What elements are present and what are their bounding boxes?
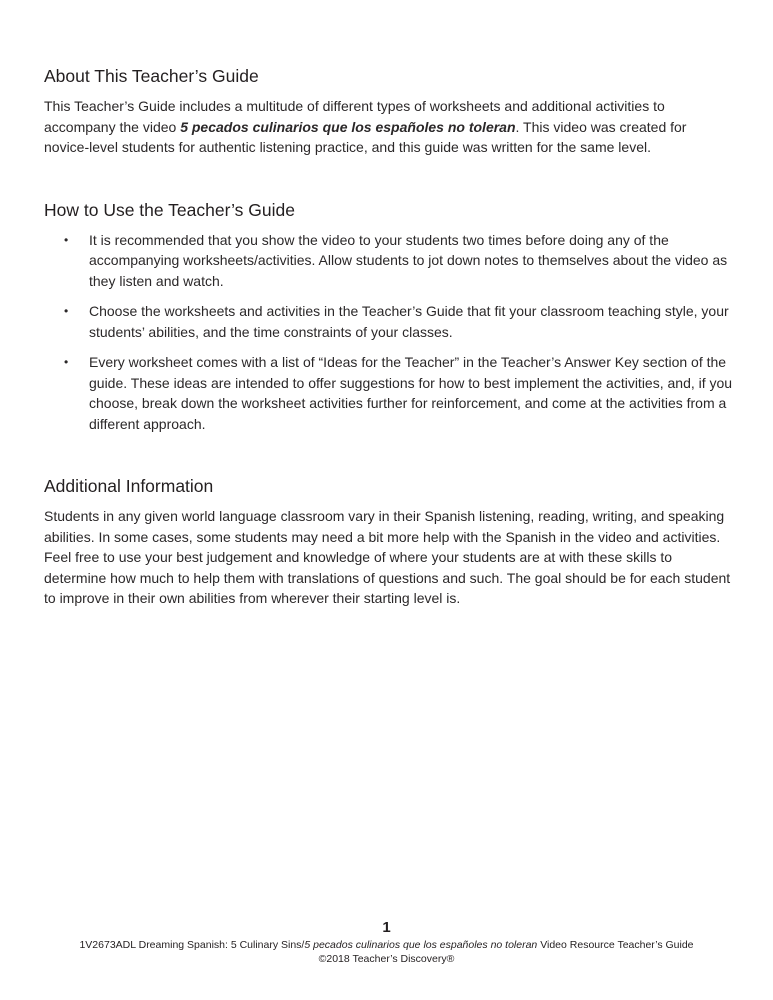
- list-item-text: Every worksheet comes with a list of “Ideas for the Teacher” in the Teacher’s Answer Key section of the guide. These ideas are intended to offer suggestions for how to best implement the activities, and, if you choose, break down the worksheet activities further for reinforcement, and come at the activities from a different approach.: [89, 354, 733, 432]
- additional-section: [44, 474, 734, 609]
- page-number: 1: [382, 919, 391, 936]
- list-item: [44, 230, 734, 292]
- about-text-before: This Teacher’s Guide includes a multitude of different types of worksheets and additional activities to accompany the video: [44, 98, 665, 135]
- additional-heading: Additional Information: [44, 476, 214, 496]
- bullet-icon: •: [64, 232, 69, 247]
- how-to-list: [44, 230, 734, 435]
- bullet-icon: •: [64, 304, 69, 318]
- footer-copyright: ©2018 Teacher’s Discovery®: [318, 953, 455, 965]
- about-section: [44, 64, 734, 158]
- footer-title-line: [0, 938, 773, 952]
- about-text-after: . This video was created for novice-level students for authentic listening practice, and this guide was written for the same level.: [44, 118, 687, 155]
- page-content: [44, 64, 734, 649]
- how-to-heading: How to Use the Teacher’s Guide: [44, 199, 295, 220]
- list-item: [44, 352, 734, 434]
- about-paragraph: [44, 96, 734, 158]
- how-to-section: [44, 198, 734, 435]
- footer-text-after: Video Resource Teacher’s Guide: [537, 939, 694, 951]
- video-title: 5 pecados culinarios que los españoles no toleran: [180, 118, 516, 135]
- additional-paragraph: Students in any given world language classroom vary in their Spanish listening, reading, writing, and speaking abilities. In some cases, some students may need a bit more help with the Spanish in the video and activities. Feel free to use your best judgement and knowledge of where your students are at with these skills to determine how much to help them with translations of questions and such. The goal should be for each student to improve in their own abilities from wherever their starting level is.: [44, 508, 731, 606]
- footer-text-before: 1V2673ADL Dreaming Spanish: 5 Culinary Sins/: [79, 939, 305, 951]
- bullet-icon: •: [64, 355, 69, 369]
- list-item-text: Choose the worksheets and activities in the Teacher’s Guide that fit your classroom teaching style, your students’ abilities, and the time constraints of your classes.: [89, 303, 729, 340]
- list-item: [44, 301, 734, 342]
- about-heading: About This Teacher’s Guide: [44, 66, 259, 86]
- page-footer: [0, 918, 773, 966]
- footer-video-title: 5 pecados culinarios que los españoles no toleran: [304, 939, 538, 951]
- list-item-text: It is recommended that you show the video to your students two times before doing any of the accompanying worksheets/activities. Allow students to jot down notes to themselves about the video as they listen and watch.: [89, 231, 728, 289]
